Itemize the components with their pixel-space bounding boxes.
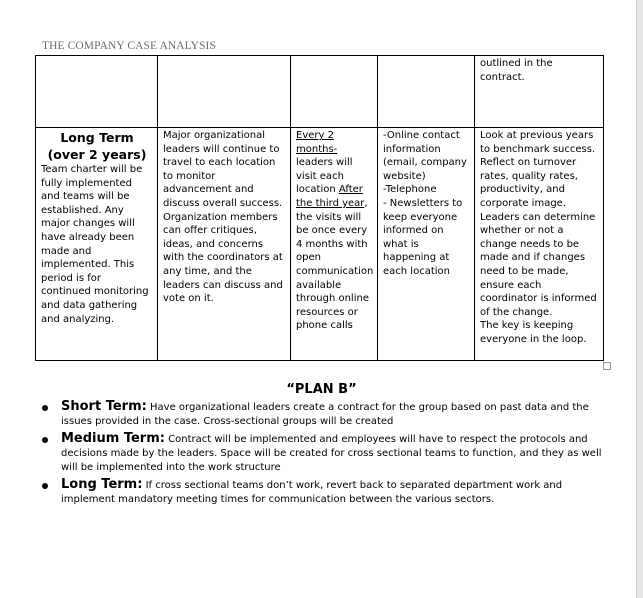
page-edge [636, 0, 643, 598]
visit-change-underlined: After the third year [296, 184, 365, 209]
plan-b-item-short-term [40, 400, 610, 429]
plan-table [35, 55, 604, 361]
visit-frequency-underlined: Every 2 months- [296, 130, 338, 155]
plan-b-label: Medium Term: [61, 431, 165, 446]
plan-b-list [40, 400, 610, 510]
table-cell [36, 56, 158, 128]
evaluation-paragraph: Look at previous years to benchmark success. Reflect on turnover rates, quality rates, productivity, and corporate image. Leaders can determine whether or not a change needs to be made and if changes need to be made, ensure each coordinator is informed of the change. [480, 130, 597, 318]
table-cell [378, 56, 475, 128]
table-cell [158, 56, 291, 128]
bullet-icon [42, 483, 48, 489]
communication-cell [378, 128, 475, 361]
bullet-icon [42, 405, 48, 411]
evaluation-cell [475, 128, 604, 361]
visit-frequency-text: leaders will visit each location [296, 157, 353, 196]
list-item: - Newsletters to keep everyone informed on what is happening at each location [383, 197, 463, 277]
plan-b-text: If cross sectional teams don’t work, revert back to separated department work and implement mandatory meeting times for communication between the various sectors. [61, 480, 563, 505]
table-row-long-term [36, 128, 604, 361]
term-title-line2: (over 2 years) [47, 147, 147, 162]
visit-change-text: , the visits will be once every 4 months with open communication available through online resources or phone calls [296, 197, 374, 332]
list-item: -Telephone [383, 184, 437, 196]
visits-cell [291, 128, 378, 361]
term-title [41, 129, 153, 163]
term-description: Team charter will be fully implemented and teams will be established. Any major changes will have already been made and implemented. This period is for continued monitoring and data gathering and analyzing. [41, 164, 149, 325]
plan-b-label: Long Term: [61, 477, 143, 492]
plan-b-item-medium-term [40, 432, 610, 475]
plan-b-text: Contract will be implemented and employees will have to respect the protocols and decisions made by the leaders. Space will be created for cross sectional teams to function, and they as well will be implemented into the work structure [61, 434, 602, 473]
table-cell-outlined: outlined in the contract. [475, 56, 604, 128]
plan-b-item-long-term [40, 478, 610, 507]
leaders-cell: Major organizational leaders will continue to travel to each location to monitor advancement and discuss overall success. Organization members can offer critiques, ideas, and concerns with the coordinators at any time, and the leaders can discuss and vote on it. [158, 128, 291, 361]
evaluation-key: The key is keeping everyone in the loop. [480, 320, 587, 345]
term-title-line1: Long Term [60, 130, 134, 145]
plan-b-text: Have organizational leaders create a contract for the group based on past data and the issues provided in the case. Cross-sectional groups will be created [61, 402, 589, 427]
plan-b-label: Short Term: [61, 399, 147, 414]
table-cell [291, 56, 378, 128]
table-row [36, 56, 604, 128]
list-item: -Online contact information (email, company website) [383, 130, 467, 182]
long-term-cell [36, 128, 158, 361]
document-header: THE COMPANY CASE ANALYSIS [42, 40, 216, 52]
plan-b-title: “PLAN B” [286, 382, 357, 397]
table-resize-handle[interactable] [603, 362, 611, 370]
bullet-icon [42, 437, 48, 443]
